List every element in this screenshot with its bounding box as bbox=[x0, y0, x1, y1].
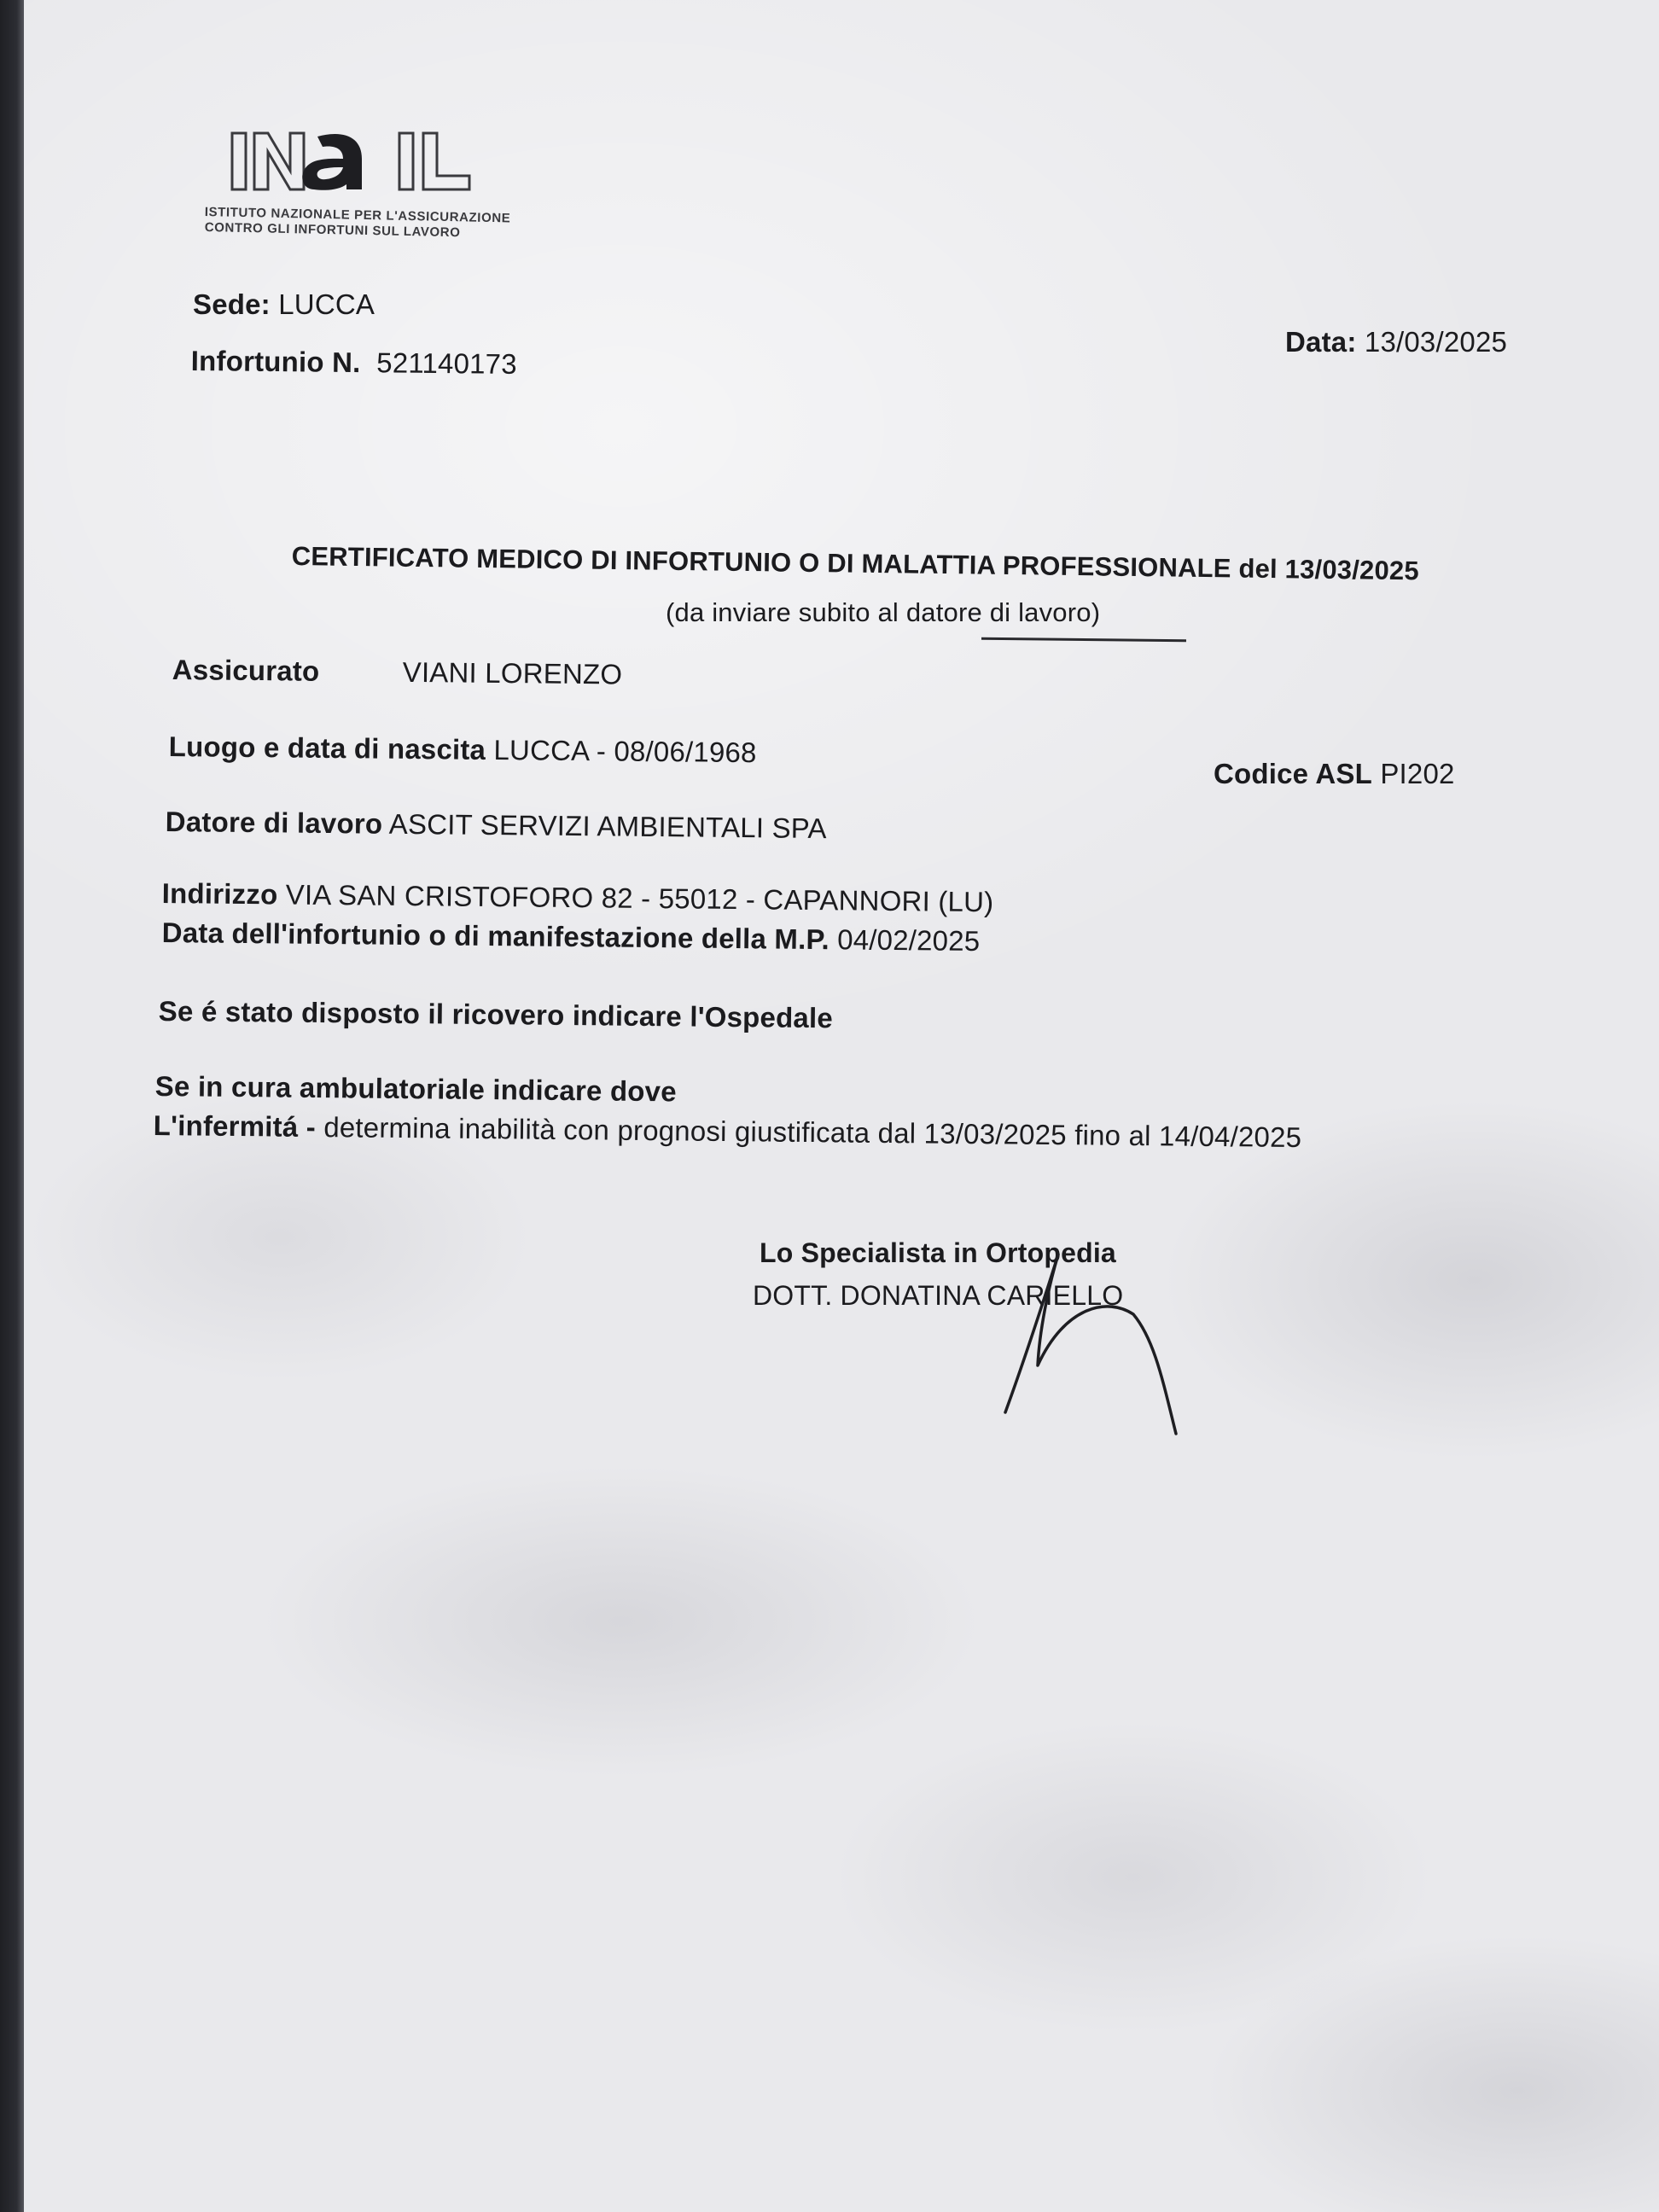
nascita-line bbox=[169, 731, 757, 769]
infermita-line bbox=[154, 1109, 1302, 1154]
nascita-label: Luogo e data di nascita bbox=[168, 731, 486, 765]
datore-label: Datore di lavoro bbox=[165, 806, 383, 840]
sede-label: Sede: bbox=[193, 288, 271, 320]
certificate-title: CERTIFICATO MEDICO DI INFORTUNIO O DI MALATTIA PROFESSIONALE del 13/03/2025 bbox=[291, 541, 1420, 586]
infortunio-label: Infortunio N. bbox=[190, 345, 361, 379]
sede-value: LUCCA bbox=[278, 288, 375, 320]
indirizzo-line bbox=[162, 877, 994, 918]
ricovero-line: Se é stato disposto il ricovero indicare l'Ospedale bbox=[158, 995, 834, 1034]
infortunio-value: 521140173 bbox=[376, 346, 517, 380]
sede-line bbox=[193, 288, 375, 321]
logo-subtitle-2: CONTRO GLI INFORTUNI SUL LAVORO bbox=[204, 220, 461, 241]
assicurato-line bbox=[172, 654, 623, 691]
nascita-value: LUCCA - 08/06/1968 bbox=[493, 733, 757, 769]
infermita-label: L'infermitá - bbox=[153, 1109, 317, 1143]
data-infortunio-line bbox=[162, 917, 981, 958]
data-line bbox=[1285, 326, 1507, 358]
asl-line bbox=[1214, 758, 1455, 790]
data-infortunio-value: 04/02/2025 bbox=[836, 923, 981, 958]
background-edge bbox=[0, 0, 24, 2212]
inail-logo bbox=[229, 128, 510, 205]
asl-label: Codice ASL bbox=[1214, 758, 1372, 789]
signature-role: Lo Specialista in Ortopedia bbox=[760, 1237, 1116, 1268]
handwritten-signature bbox=[946, 1237, 1202, 1468]
data-infortunio-label: Data dell'infortunio o di manifestazione della M.P. bbox=[161, 917, 830, 956]
infermita-value: determina inabilità con prognosi giustificata dal 13/03/2025 fino al 14/04/2025 bbox=[323, 1111, 1302, 1154]
indirizzo-value: VIA SAN CRISTOFORO 82 - 55012 - CAPANNORI (LU) bbox=[285, 878, 994, 918]
datore-value: ASCIT SERVIZI AMBIENTALI SPA bbox=[388, 807, 827, 845]
ambulatoriale-line: Se in cura ambulatoriale indicare dove bbox=[154, 1070, 677, 1108]
handwritten-underline bbox=[981, 637, 1186, 643]
asl-value: PI202 bbox=[1380, 758, 1455, 789]
document-page bbox=[24, 0, 1659, 2212]
assicurato-label: Assicurato bbox=[172, 654, 320, 687]
indirizzo-label: Indirizzo bbox=[161, 877, 278, 911]
data-value: 13/03/2025 bbox=[1364, 326, 1508, 358]
certificate-subtitle: (da inviare subito al datore di lavoro) bbox=[666, 597, 1101, 627]
data-label: Data: bbox=[1285, 326, 1357, 358]
assicurato-value: VIANI LORENZO bbox=[402, 655, 623, 690]
infortunio-line bbox=[191, 345, 517, 381]
datore-line bbox=[166, 806, 827, 845]
logo-subtitle-1: ISTITUTO NAZIONALE PER L'ASSICURAZIONE bbox=[204, 205, 511, 226]
signature-name: DOTT. DONATINA CARIELLO bbox=[753, 1280, 1124, 1311]
